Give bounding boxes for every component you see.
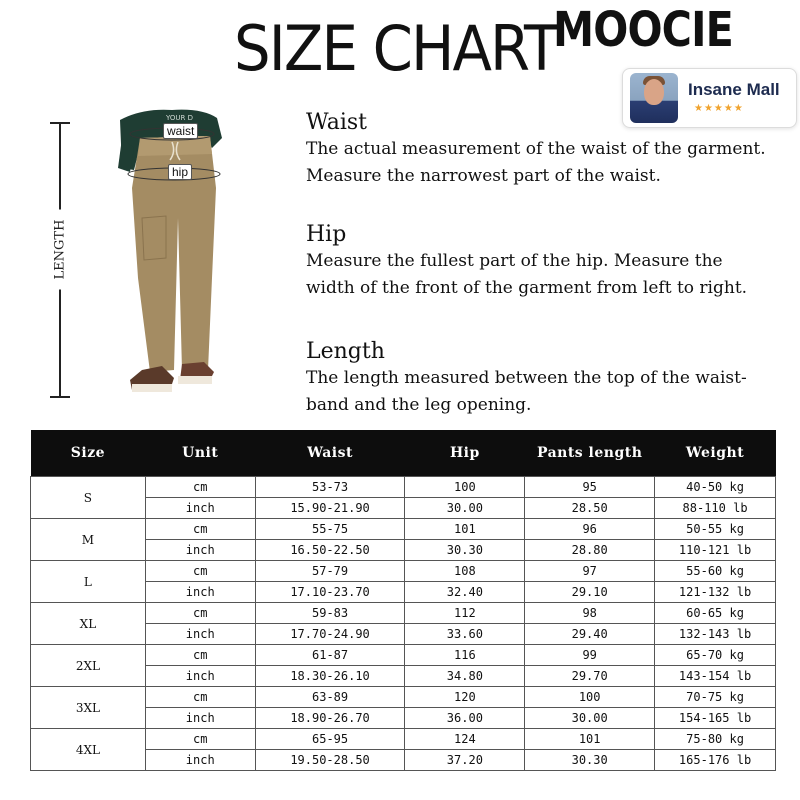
column-header: Pants length (525, 430, 655, 477)
table-cell: 120 (405, 687, 525, 708)
column-header: Waist (255, 430, 405, 477)
table-cell: 60-65 kg (655, 603, 776, 624)
table-cell: 37.20 (405, 750, 525, 771)
table-row (31, 477, 776, 498)
table-cell: 121-132 lb (655, 582, 776, 603)
table-cell: 101 (405, 519, 525, 540)
column-header: Weight (655, 430, 776, 477)
table-cell: 100 (405, 477, 525, 498)
shirt-text: YOUR D (166, 114, 194, 122)
avatar-face (644, 79, 664, 105)
table-cell: 34.80 (405, 666, 525, 687)
table-cell: 50-55 kg (655, 519, 776, 540)
page-title: SIZE CHART (234, 12, 558, 85)
table-cell: 95 (525, 477, 655, 498)
hip-tag: hip (168, 164, 192, 180)
size-cell: 2XL (31, 645, 146, 687)
length-label: LENGTH (53, 210, 68, 290)
table-cell: 40-50 kg (655, 477, 776, 498)
table-cell: 101 (525, 729, 655, 750)
hip-heading: Hip (306, 222, 347, 247)
table-cell: 100 (525, 687, 655, 708)
table-cell: 30.00 (405, 498, 525, 519)
table-cell: 18.90-26.70 (255, 708, 405, 729)
size-cell: 4XL (31, 729, 146, 771)
table-cell: 124 (405, 729, 525, 750)
size-cell: S (31, 477, 146, 519)
table-cell: cm (145, 603, 255, 624)
size-cell: XL (31, 603, 146, 645)
table-cell: 16.50-22.50 (255, 540, 405, 561)
table-cell: 116 (405, 645, 525, 666)
waist-heading: Waist (306, 110, 367, 135)
table-header-row (31, 430, 776, 477)
table-cell: 99 (525, 645, 655, 666)
table-cell: 70-75 kg (655, 687, 776, 708)
table-cell: 61-87 (255, 645, 405, 666)
length-text-line2: band and the leg opening. (306, 395, 532, 415)
table-cell: 18.30-26.10 (255, 666, 405, 687)
table-cell: 17.10-23.70 (255, 582, 405, 603)
table-cell: cm (145, 519, 255, 540)
waist-text-line2: Measure the narrowest part of the waist. (306, 166, 661, 186)
table-row (31, 645, 776, 666)
table-cell: 88-110 lb (655, 498, 776, 519)
table-cell: 28.50 (525, 498, 655, 519)
table-cell: 33.60 (405, 624, 525, 645)
table-cell: 17.70-24.90 (255, 624, 405, 645)
table-cell: 165-176 lb (655, 750, 776, 771)
table-cell: 112 (405, 603, 525, 624)
table-cell: 65-70 kg (655, 645, 776, 666)
table-cell: cm (145, 561, 255, 582)
length-description (306, 339, 747, 419)
table-cell: inch (145, 624, 255, 645)
column-header: Unit (145, 430, 255, 477)
table-cell: 53-73 (255, 477, 405, 498)
table-cell: cm (145, 477, 255, 498)
store-name: Insane Mall (688, 80, 780, 99)
waist-description (306, 110, 766, 190)
hip-text-line1: Measure the fullest part of the hip. Measure the (306, 251, 723, 271)
table-cell: 132-143 lb (655, 624, 776, 645)
table-cell: 29.10 (525, 582, 655, 603)
waist-tag: waist (163, 123, 198, 139)
length-text-line1: The length measured between the top of the waist- (306, 368, 747, 388)
table-cell: inch (145, 582, 255, 603)
table-cell: 59-83 (255, 603, 405, 624)
size-cell: L (31, 561, 146, 603)
size-cell: M (31, 519, 146, 561)
table-cell: cm (145, 729, 255, 750)
length-indicator (50, 122, 72, 398)
table-cell: 63-89 (255, 687, 405, 708)
table-cell: 15.90-21.90 (255, 498, 405, 519)
table-cell: 29.70 (525, 666, 655, 687)
table-cell: inch (145, 666, 255, 687)
size-table (30, 430, 776, 771)
table-cell: 98 (525, 603, 655, 624)
table-cell: 30.30 (405, 540, 525, 561)
column-header: Hip (405, 430, 525, 477)
length-heading: Length (306, 339, 385, 364)
table-cell: 154-165 lb (655, 708, 776, 729)
table-cell: 55-60 kg (655, 561, 776, 582)
table-cell: 28.80 (525, 540, 655, 561)
table-cell: 65-95 (255, 729, 405, 750)
table-cell: cm (145, 687, 255, 708)
table-cell: inch (145, 498, 255, 519)
hip-text-line2: width of the front of the garment from left to right. (306, 278, 748, 298)
length-indicator-bottom (50, 396, 70, 398)
column-header: Size (31, 430, 146, 477)
table-cell: inch (145, 750, 255, 771)
table-row (31, 687, 776, 708)
brand-logo: MOOCIE (553, 2, 733, 58)
size-table-body (31, 477, 776, 771)
table-cell: 108 (405, 561, 525, 582)
waist-text-line1: The actual measurement of the waist of the garment. (306, 139, 766, 159)
table-cell: inch (145, 540, 255, 561)
table-cell: 97 (525, 561, 655, 582)
size-cell: 3XL (31, 687, 146, 729)
table-cell: cm (145, 645, 255, 666)
table-cell: 75-80 kg (655, 729, 776, 750)
hip-description (306, 222, 747, 302)
table-cell: 19.50-28.50 (255, 750, 405, 771)
table-row (31, 603, 776, 624)
table-cell: 143-154 lb (655, 666, 776, 687)
pants-model-photo (112, 108, 230, 408)
table-cell: 32.40 (405, 582, 525, 603)
table-cell: inch (145, 708, 255, 729)
table-row (31, 519, 776, 540)
table-cell: 30.30 (525, 750, 655, 771)
table-cell: 36.00 (405, 708, 525, 729)
table-cell: 96 (525, 519, 655, 540)
table-cell: 57-79 (255, 561, 405, 582)
table-row (31, 561, 776, 582)
table-row (31, 729, 776, 750)
rating-stars-icon: ★★★★★ (694, 103, 744, 114)
table-cell: 110-121 lb (655, 540, 776, 561)
table-cell: 29.40 (525, 624, 655, 645)
table-cell: 30.00 (525, 708, 655, 729)
table-cell: 55-75 (255, 519, 405, 540)
